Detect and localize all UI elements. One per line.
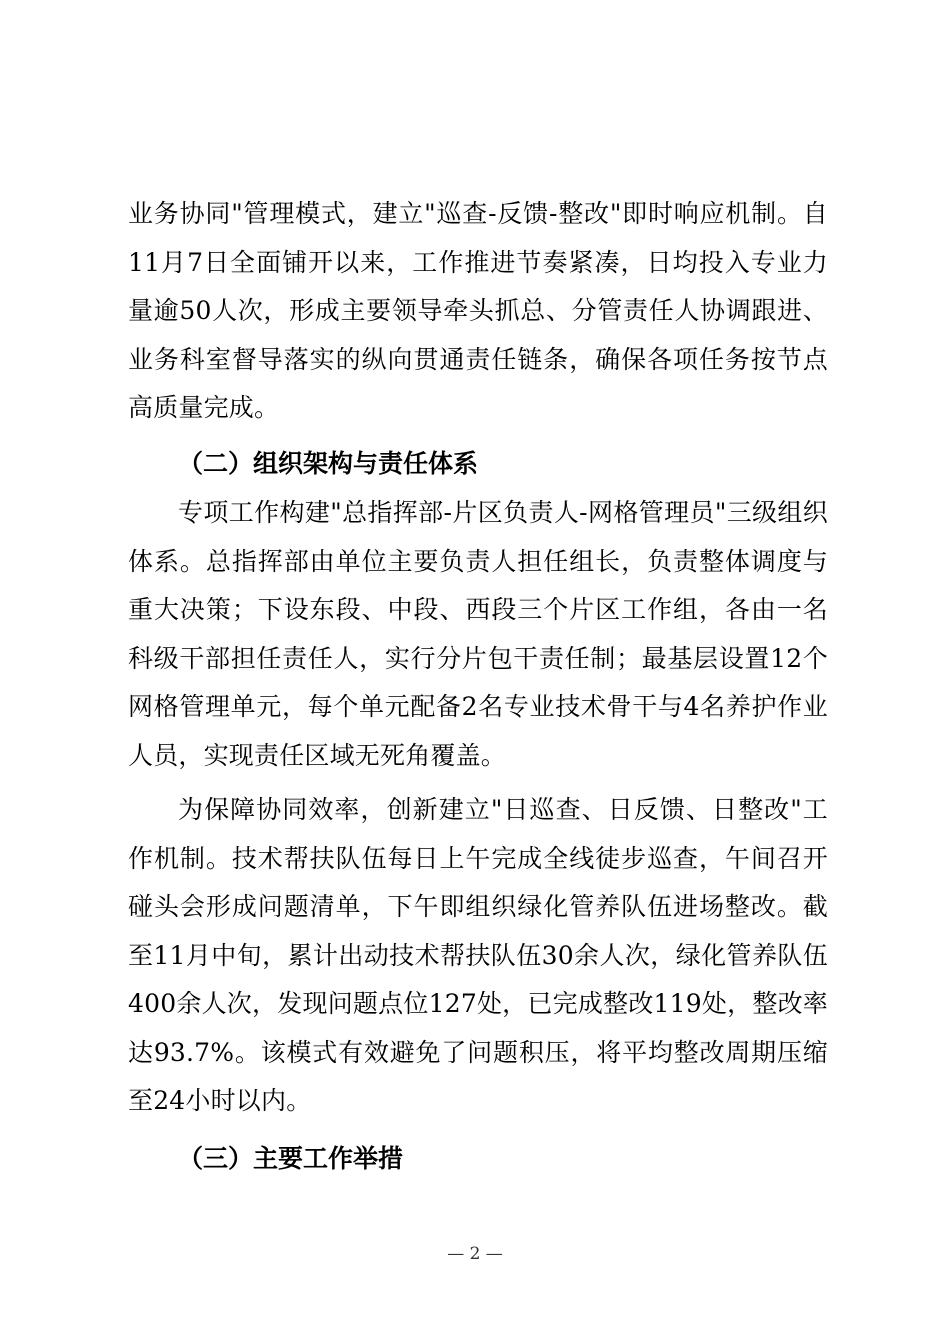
section-heading-organization: （二）组织架构与责任体系	[178, 449, 479, 478]
continued-paragraph: 业务协同"管理模式，建立"巡查-反馈-整改"即时响应机制。自11月7日全面铺开以来，工作推进节奏紧凑，日均投入专业力量逾50人次，形成主要领导牵头抓总、分管责任人协调跟进、业务科室督导落实的纵向贯通责任链条，确保各项任务按节点高质量完成。	[128, 199, 828, 422]
organization-paragraph: 专项工作构建"总指挥部-片区负责人-网格管理员"三级组织体系。总指挥部由单位主要负责人担任组长，负责整体调度与重大决策；下设东段、中段、西段三个片区工作组，各由一名科级干部担任责任人，实行分片包干责任制；最基层设置12个网格管理单元，每个单元配备2名专业技术骨干与4名养护作业人员，实现责任区域无死角覆盖。	[128, 498, 828, 770]
mechanism-paragraph: 为保障协同效率，创新建立"日巡查、日反馈、日整改"工作机制。技术帮扶队伍每日上午完成全线徒步巡查，午间召开碰头会形成问题清单，下午即组织绿化管养队伍进场整改。截至11月中旬，累计出动技术帮扶队伍30余人次，绿化管养队伍400余人次，发现问题点位127处，已完成整改119处，整改率达93.7%。该模式有效避免了问题积压，将平均整改周期压缩至24小时以内。	[128, 795, 828, 1115]
page-number: — 2 —	[447, 1244, 503, 1264]
section-heading-measures: （三）主要工作举措	[178, 1144, 404, 1173]
